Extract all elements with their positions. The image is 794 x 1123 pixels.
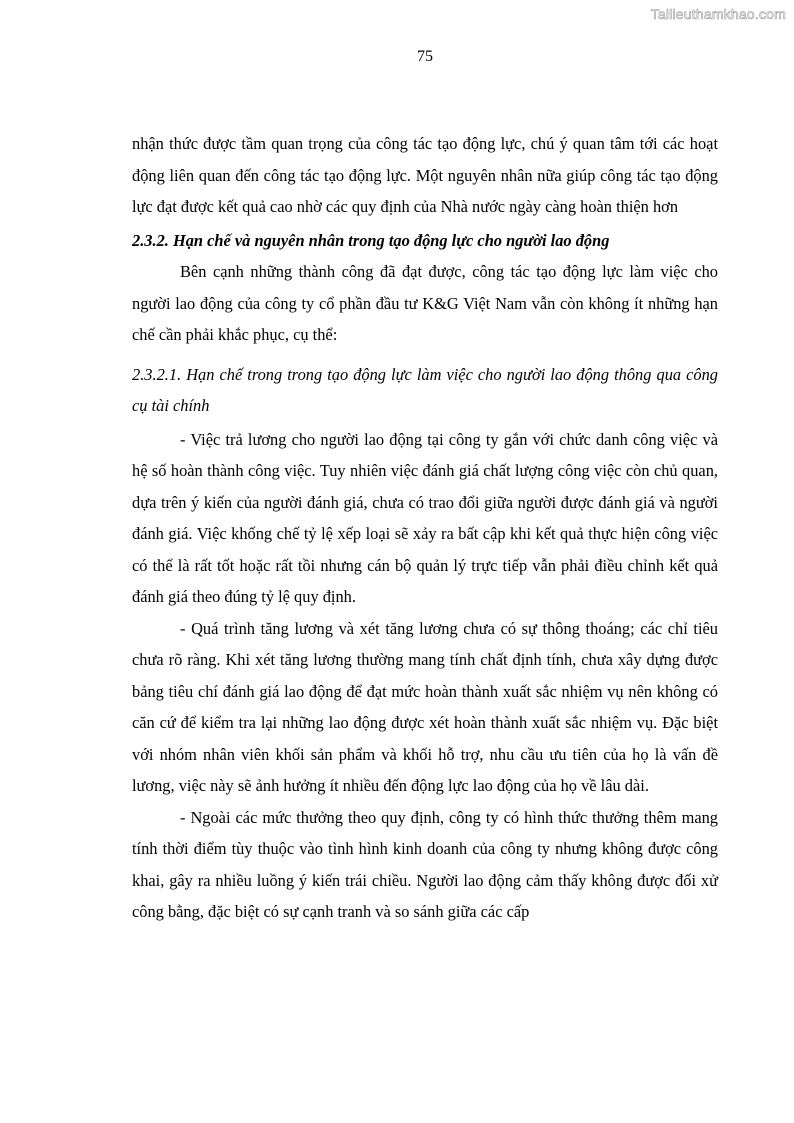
paragraph-continuation: nhận thức được tầm quan trọng của công tác tạo động lực, chú ý quan tâm tới các hoạt động liên quan đến công tác tạo động lực. Một nguyên nhân nữa giúp công tác tạo động lực đạt được kết quả cao nhờ các quy định của Nhà nước ngày càng hoàn thiện hơn [132, 134, 718, 216]
paragraph-salary: - Việc trả lương cho người lao động tại công ty gắn với chức danh công việc và hệ số hoàn thành công việc. Tuy nhiên việc đánh giá chất lượng công việc còn chủ quan, dựa trên ý kiến của người đánh giá, chưa có trao đổi giữa người được đánh giá và người đánh giá. Việc khống chế tỷ lệ xếp loại sẽ xảy ra bất cập khi kết quả thực hiện công việc có thể là rất tốt hoặc rất tồi nhưng cán bộ quản lý trực tiếp vẫn phải điều chỉnh kết quả đánh giá theo đúng tỷ lệ quy định. [132, 429, 718, 606]
paragraph-bonus: - Ngoài các mức thưởng theo quy định, công ty có hình thức thưởng thêm mang tính thời điểm tùy thuộc vào tình hình kinh doanh của công ty nhưng không được công khai, gây ra nhiều luồng ý kiến trái chiều. Người lao động cảm thấy không được đối xử công bằng, đặc biệt có sự cạnh tranh và so sánh giữa các cấp [132, 807, 718, 921]
watermark: Tailieuthamkhao.com [650, 6, 786, 22]
paragraph-intro: Bên cạnh những thành công đã đạt được, công tác tạo động lực làm việc cho người lao động của công ty cổ phần đầu tư K&G Việt Nam vẫn còn không ít những hạn chế cần phải khắc phục, cụ thể: [132, 262, 718, 344]
section-heading-2-3-2: 2.3.2. Hạn chế và nguyên nhân trong tạo động lực cho người lao động [132, 230, 610, 250]
page-number: 75 [417, 48, 433, 65]
paragraph-salary-increase: - Quá trình tăng lương và xét tăng lương chưa có sự thông thoáng; các chỉ tiêu chưa rõ ràng. Khi xét tăng lương thường mang tính chất định tính, chưa xây dựng được bảng tiêu chí đánh giá lao động để đạt mức hoàn thành xuất sắc nhiệm vụ nên không có căn cứ để kiểm tra lại những lao động được xét hoàn thành xuất sắc nhiệm vụ. Đặc biệt với nhóm nhân viên khối sản phẩm và khối hỗ trợ, nhu cầu ưu tiên của họ là vấn đề lương, việc này sẽ ảnh hưởng ít nhiều đến động lực lao động của họ về lâu dài. [132, 618, 718, 795]
subsection-heading-2-3-2-1: 2.3.2.1. Hạn chế trong trong tạo động lực làm việc cho người lao động thông qua công cụ tài chính [132, 364, 718, 415]
document-body [132, 128, 718, 928]
